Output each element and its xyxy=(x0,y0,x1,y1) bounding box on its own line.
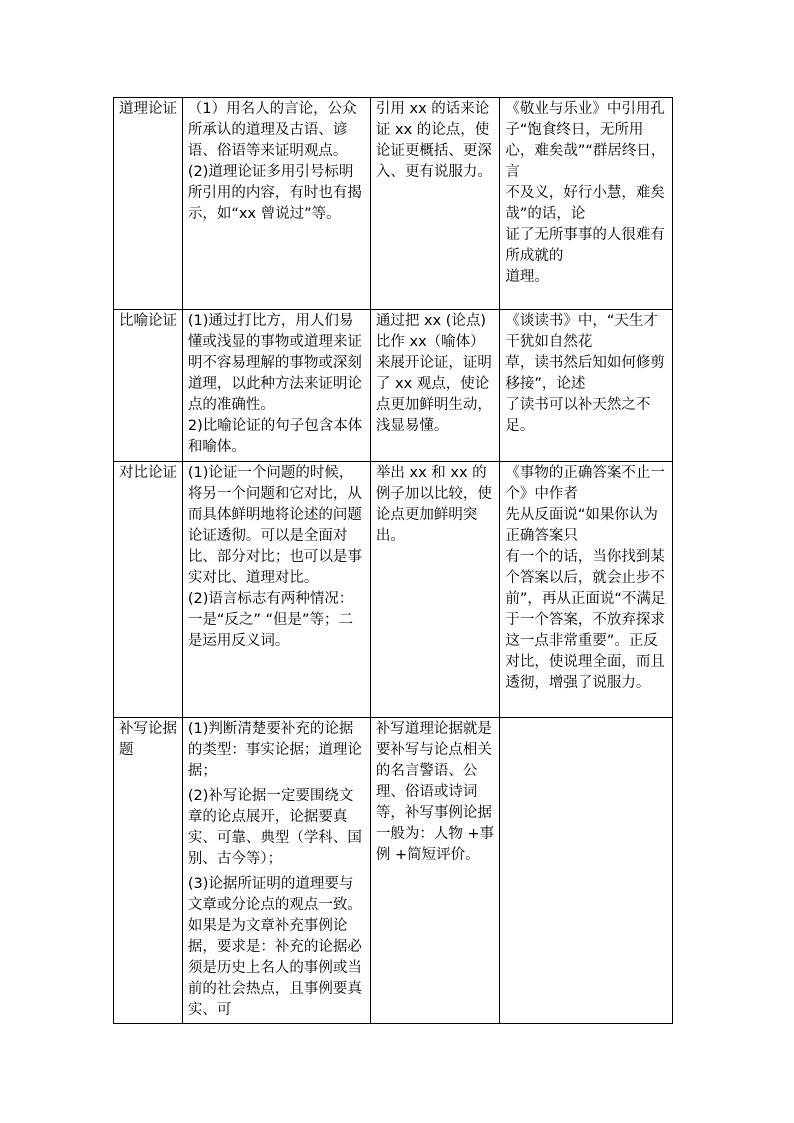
example-text: 草，读书然后知如何修剪移接”，论述 xyxy=(505,355,665,392)
example-text: 《事物的正确答案不止一个》中作者 xyxy=(505,465,665,502)
methods-table xyxy=(113,97,673,1024)
example-text: 先从反面说“如果你认为正确答案只 xyxy=(505,507,658,544)
type-cell: 补写论据题 xyxy=(114,718,183,1024)
example-text: 《谈读书》中，“天生才干犹如自然花 xyxy=(505,313,658,350)
example-cell xyxy=(500,718,673,1024)
type-cell: 比喻论证 xyxy=(114,310,183,462)
method-text: (1)判断清楚要补充的论据的类型：事实论据；道理论据； xyxy=(187,721,362,779)
table-row xyxy=(114,310,673,462)
type-cell: 道理论证 xyxy=(114,98,183,310)
example-cell xyxy=(500,98,673,310)
effect-cell: 补写道理论据就是要补写与论点相关的名言警语、公理、俗语或诗词等，补写事例论据一般为：人物 +事例 +简短评价。 xyxy=(370,718,499,1024)
method-text: (1)通过打比方，用人们易懂或浅显的事物或道理来证明不容易理解的事物或深刻道理，以此种方法来证明论点的准确性。 xyxy=(187,313,362,413)
method-text: (3)论据所证明的道理要与文章或分论点的观点一致。如果是为文章补充事例论据，要求是：补充的论据必须是历史上名人的事例或当前的社会热点，且事例要真实、可 xyxy=(187,876,362,1018)
example-text: 《敬业与乐业》中引用孔子“饱食终日，无所用心，难矣哉”“群居终日，言 xyxy=(505,101,666,180)
method-text: (1)论证一个问题的时候，将另一个问题和它对比，从而具体鲜明地将论述的问题论证透彻。可以是全面对比、部分对比；也可以是事实对比、道理对比。 xyxy=(187,465,362,586)
type-cell: 对比论证 xyxy=(114,462,183,718)
method-text: (2)语言标志有两种情况：一是“反之” “但是”等；二是运用反义词。 xyxy=(187,591,354,649)
method-text: (2)补写论据一定要围绕文章的论点展开，论据要真实、可靠、典型（学科、国别、古今等）； xyxy=(187,788,362,867)
example-text: 有一个的话，当你找到某个答案以后，就会止步不前”，再从正面说“不满足于一个答案，不放弃探求这一点非常重要”。正反对比，使说理全面，而且透彻，增强了说服力。 xyxy=(505,549,666,691)
method-cell xyxy=(182,462,370,718)
example-text: 不及义，好行小慧，难矣哉”的话，论 xyxy=(505,185,665,222)
table-row xyxy=(114,98,673,310)
example-text: 道理。 xyxy=(505,269,549,285)
table-row xyxy=(114,462,673,718)
example-text: 了读书可以补天然之不足。 xyxy=(505,397,651,434)
effect-cell: 引用 xx 的话来论证 xx 的论点，使论证更概括、更深入、更有说服力。 xyxy=(370,98,499,310)
effect-cell: 举出 xx 和 xx 的例子加以比较，使论点更加鲜明突出。 xyxy=(370,462,499,718)
method-cell xyxy=(182,98,370,310)
example-text: 证了无所事事的人很难有所成就的 xyxy=(505,227,665,264)
method-cell xyxy=(182,310,370,462)
method-text: (2)道理论证多用引号标明所引用的内容，有时也有揭示，如“xx 曾说过”等。 xyxy=(187,164,362,222)
example-cell xyxy=(500,310,673,462)
method-text: 2)比喻论证的句子包含本体和喻体。 xyxy=(187,418,363,455)
example-cell xyxy=(500,462,673,718)
method-text: （1）用名人的言论，公众所承认的道理及古语、谚语、俗语等来证明观点。 xyxy=(187,101,357,159)
effect-cell: 通过把 xx (论点)比作 xx（喻体）来展开论证，证明了 xx 观点，使论点更加鲜明生动，浅显易懂。 xyxy=(370,310,499,462)
table-row xyxy=(114,718,673,1024)
method-cell xyxy=(182,718,370,1024)
